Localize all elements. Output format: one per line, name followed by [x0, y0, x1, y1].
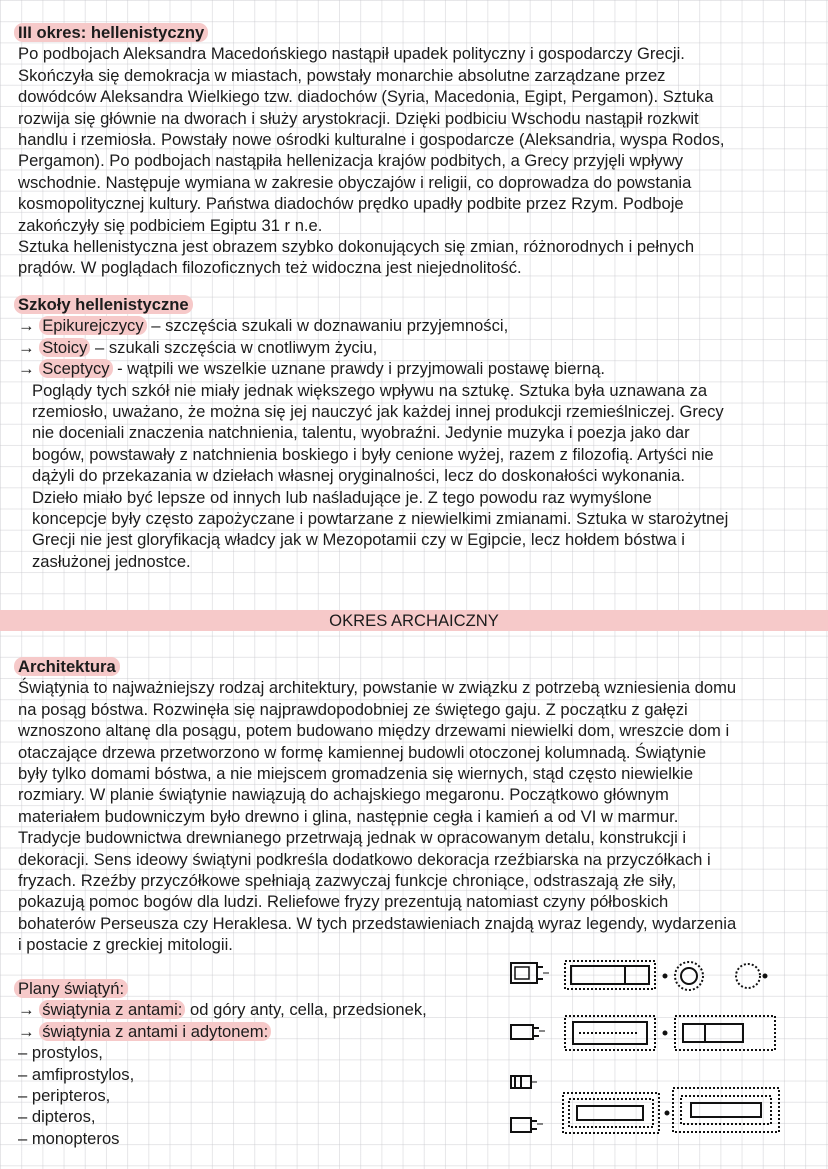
school-name: Stoicy — [39, 338, 90, 357]
text-line: bogów, powstawały z natchnienia boskiego i były cenione wyżej, razem z filozofią. Artyści nie — [32, 444, 714, 464]
arrow-icon: → — [18, 359, 35, 379]
plan-desc: od góry anty, cella, przedsionek, — [185, 1000, 427, 1020]
text-line: rozmiary. W planie świątynie nawiązują do achajskiego megaronu. Początkowo głównym — [18, 785, 669, 805]
school-item — [18, 315, 818, 336]
text-line: rozwija się głównie na dworach i służy arystokracji. Dzięki podbiciu Wschodu nastąpił rozkwit — [18, 108, 699, 128]
text-line: Pergamon). Po podbojach nastąpiła hellenizacja krajów podbitych, a Grecy przyjęli wpływy — [18, 151, 684, 171]
school-name: Sceptycy — [39, 359, 112, 378]
heading-architecture: Architektura — [14, 657, 120, 676]
arrow-icon: → — [18, 1000, 35, 1020]
text-line: Tradycje budownictwa drewnianego przetrwają jednak w opracowanym detalu, konstrukcji i — [18, 828, 687, 848]
text-line: wznoszono altanę dla posągu, potem budowano między drzewami niewielki dom, wreszcie dom i — [18, 721, 730, 741]
text-line: Dzieło miało być lepsze od innych lub naśladujące je. Z tego powodu raz wymyślone — [32, 487, 652, 507]
text-line: otaczające drzewa przetworzono w formę kamiennej budowli otoczonej kolumnadą. Świątynie — [18, 742, 707, 762]
text-line: Po podbojach Aleksandra Macedońskiego nastąpił upadek polityczny i gospodarczy Grecji. — [18, 44, 685, 64]
text-line: prądów. W poglądach filozoficznych też widoczna jest niejednolitość. — [18, 258, 522, 278]
school-item — [18, 358, 818, 379]
school-desc: – szczęścia szukali w doznawaniu przyjemności, — [146, 316, 509, 336]
plan-name: świątynia z antami: — [39, 1000, 185, 1019]
school-name: Epikurejczycy — [39, 316, 146, 335]
heading-hellenistic: III okres: hellenistyczny — [14, 23, 208, 42]
text-line: koncepcje były często zapożyczane i powtarzane z niewielkimi zmianami. Sztuka w starożytnej — [32, 509, 729, 529]
school-item — [18, 337, 818, 358]
text-line: bohaterów Perseusza czy Heraklesa. W tych przedstawieniach znajdą wyraz legendy, wydarzenia — [18, 913, 737, 933]
text-line: nie doceniali znaczenia natchnienia, talentu, wyobraźni. Jedynie muzyka i poezja jako dar — [32, 423, 690, 443]
text-line: zasłużonej jednostce. — [32, 551, 191, 571]
text-line: rzemiosło, uważano, że można się jej nauczyć jak każdej innej produkcji rzemieślniczej. Grecy — [32, 402, 724, 422]
arrow-icon: → — [18, 337, 35, 357]
plan-type: – amfiprostylos, — [18, 1064, 135, 1084]
text-line: handlu i rzemiosła. Powstały nowe ośrodki kulturalne i gospodarcze (Aleksandria, wyspa Rodos, — [18, 130, 725, 150]
text-line: na posąg bóstwa. Rozwinęła się najprawdopodobniej ze świętego gaju. Z początku z gałęzi — [18, 699, 688, 719]
plan-type: – monopteros — [18, 1128, 120, 1148]
text-line: Grecji nie jest gloryfikacją władcy jak w Mezopotamii czy w Egipcie, lecz hołdem bóstwa i — [32, 530, 685, 550]
plan-item — [18, 1021, 498, 1042]
text-line: kosmopolitycznej kultury. Państwa diadochów prędko upadły podbite przez Rzym. Podboje — [18, 194, 684, 214]
arrow-icon: → — [18, 1021, 35, 1041]
temple-plans-drawing — [505, 958, 805, 1143]
text-line: Skończyła się demokracja w miastach, powstały monarchie absolutne zarządzane przez — [18, 65, 666, 85]
plan-name: świątynia z antami i adytonem: — [39, 1022, 271, 1041]
band-title: OKRES ARCHAICZNY — [329, 611, 499, 630]
schools-paragraph — [18, 380, 818, 573]
plan-type: – prostylos, — [18, 1043, 103, 1063]
section-temple-plans — [18, 978, 498, 1149]
text-line: Sztuka hellenistyczna jest obrazem szybko dokonujących się zmian, różnorodnych i pełnych — [18, 237, 695, 257]
text-line: pokazują pomoc bogów dla ludzi. Reliefowe fryzy prezentują natomiast czyny półboskich — [18, 892, 669, 912]
text-line: Poglądy tych szkół nie miały jednak większego wpływu na sztukę. Sztuka była uznawana za — [32, 380, 708, 400]
text-line: dekoracji. Sens ideowy świątyni podkreśla dodatkowo dekoracja rzeźbiarska na przyczółkach i — [18, 849, 711, 869]
plan-type: – peripteros, — [18, 1086, 111, 1106]
text-line: materiałem budowniczym było drewno i glina, następnie cegła i kamień a od VI w marmur. — [18, 806, 679, 826]
heading-schools: Szkoły hellenistyczne — [14, 295, 193, 314]
heading-temple-plans: Plany świątyń: — [14, 979, 128, 998]
temple-plans-icon — [505, 958, 805, 1143]
text-line: dowódców Aleksandra Wielkiego tzw. diadochów (Syria, Macedonia, Egipt, Pergamon). Sztuka — [18, 87, 714, 107]
text-line: Świątynia to najważniejszy rodzaj architektury, powstanie w związku z potrzebą wzniesienia domu — [18, 678, 737, 698]
section-architecture — [18, 656, 818, 956]
text-line: zakończyły się podbiciem Egiptu 31 r n.e. — [18, 215, 323, 235]
section-hellenistic — [18, 22, 818, 279]
school-desc: – szukali szczęścia w cnotliwym życiu, — [90, 337, 378, 357]
school-desc: - wątpili we wszelkie uznane prawdy i przyjmowali postawę bierną. — [112, 359, 606, 379]
arrow-icon: → — [18, 316, 35, 336]
plan-type: – dipteros, — [18, 1107, 96, 1127]
text-line: fryzach. Rzeźby przyczółkowe spełniają zazwyczaj funkcje chroniące, odstraszają złe siły, — [18, 871, 677, 891]
text-line: i postacie z greckiej mitologii. — [18, 935, 233, 955]
text-line: były tylko domami bóstwa, a nie miejscem gromadzenia się wiernych, stąd często niewielkie — [18, 764, 694, 784]
text-line: wschodnie. Następuje wymiana w zakresie obyczajów i religii, co doprowadza do powstania — [18, 172, 692, 192]
plan-item — [18, 999, 498, 1020]
section-schools — [18, 294, 818, 572]
text-line: dążyli do przekazania w dziełach własnej oryginalności, lecz do doskonałości wykonania. — [32, 466, 686, 486]
